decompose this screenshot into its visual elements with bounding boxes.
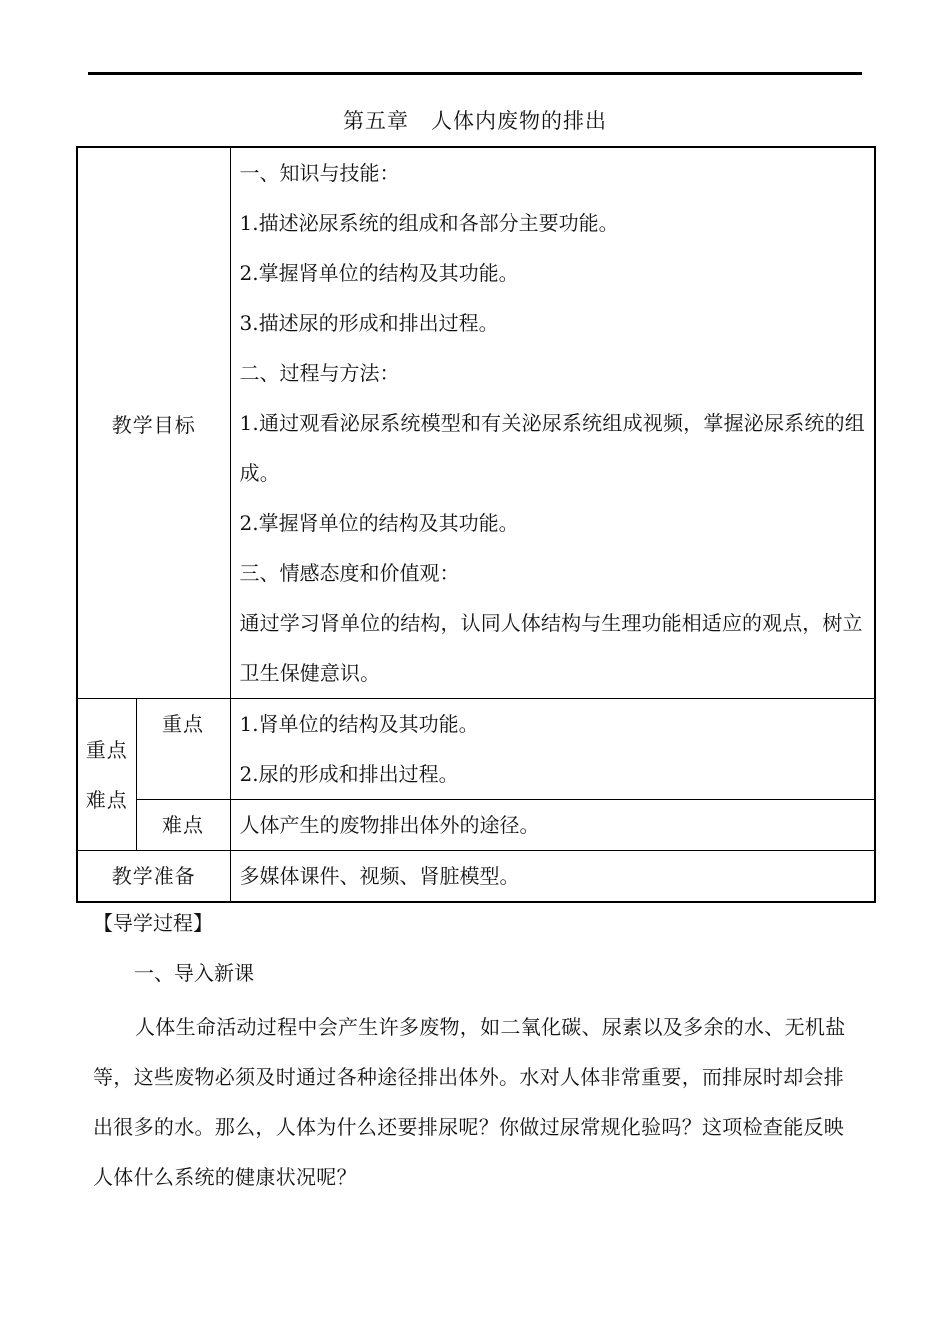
- prep-content: [230, 851, 875, 903]
- difficult-row: [77, 800, 875, 851]
- sub-header: 一、导入新课: [134, 961, 254, 985]
- difficult-text: 人体产生的废物排出体外的途径。: [239, 813, 540, 837]
- difficult-content: [230, 800, 875, 851]
- objective-heading-knowledge: 一、知识与技能：: [239, 161, 400, 185]
- top-rule: [88, 72, 862, 75]
- intro-paragraph: 人体生命活动过程中会产生许多废物，如二氧化碳、尿素以及多余的水、无机盐等，这些废物必须及时通过各种途径排出体外。水对人体非常重要，而排尿时却会排出很多的水。那么，人体为什么还要排尿呢？你做过尿常规化验吗？这项检查能反映人体什么系统的健康状况呢？: [93, 1015, 846, 1189]
- keypoints-label-line: 难点: [85, 787, 128, 812]
- section-header: 【导学过程】: [93, 911, 213, 935]
- objectives-row: [77, 147, 875, 699]
- objective-heading-process: 二、过程与方法：: [239, 361, 400, 385]
- keypoints-label-line: 重点: [85, 737, 128, 762]
- objective-item: 2.掌握肾单位的结构及其功能。: [239, 261, 519, 285]
- objective-item: 3.描述尿的形成和排出过程。: [239, 311, 499, 335]
- key-item: 1.肾单位的结构及其功能。: [239, 712, 479, 736]
- objective-heading-attitude: 三、情感态度和价值观：: [239, 561, 460, 585]
- key-label: [136, 699, 230, 800]
- page-title: 第五章 人体内废物的排出: [343, 109, 607, 133]
- prep-label: [77, 851, 230, 903]
- prep-row: [77, 851, 875, 903]
- difficult-label: [136, 800, 230, 851]
- objectives-content: [230, 147, 875, 699]
- objective-item: 2.掌握肾单位的结构及其功能。: [239, 511, 519, 535]
- prep-label-text: 教学准备: [111, 864, 196, 888]
- lesson-plan-table: [76, 146, 876, 903]
- difficult-label-text: 难点: [162, 813, 204, 837]
- key-label-text: 重点: [162, 712, 204, 736]
- objective-item: 1.描述泌尿系统的组成和各部分主要功能。: [239, 211, 619, 235]
- objective-item: 通过学习肾单位的结构，认同人体结构与生理功能相适应的观点，树立卫生保健意识。: [239, 611, 863, 685]
- key-content: [230, 699, 875, 800]
- key-item: 2.尿的形成和排出过程。: [239, 762, 459, 786]
- objective-item: 1.通过观看泌尿系统模型和有关泌尿系统组成视频，掌握泌尿系统的组成。: [239, 411, 865, 485]
- prep-text: 多媒体课件、视频、肾脏模型。: [239, 864, 520, 888]
- keypoints-label: [77, 699, 136, 851]
- key-row: [77, 699, 875, 800]
- objectives-label: 教学目标: [77, 147, 230, 699]
